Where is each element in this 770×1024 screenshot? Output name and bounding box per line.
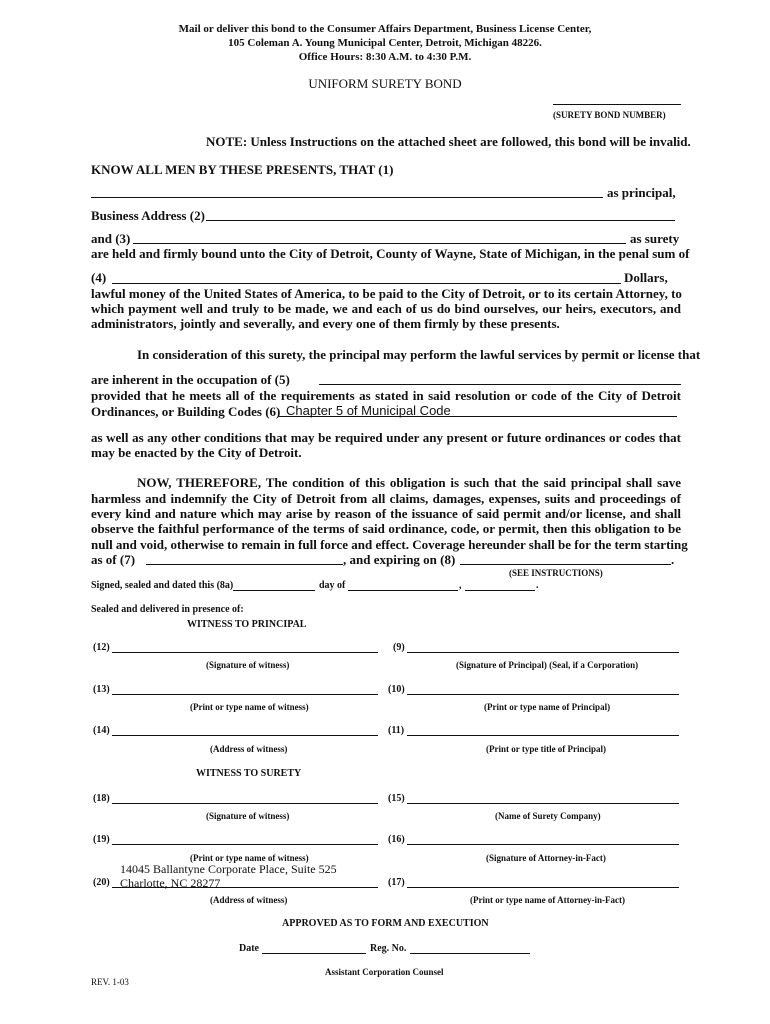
witness-name-line[interactable] xyxy=(112,694,378,695)
as-surety: as surety xyxy=(630,231,680,246)
field-14-label: (14) xyxy=(93,725,110,736)
now-therefore-line4: observe the faithful performance of the terms of said ordinance, code, or permit, then this obligation to be xyxy=(91,521,681,536)
know-all: KNOW ALL MEN BY THESE PRESENTS, THAT (1) xyxy=(91,162,394,177)
header-line-1: Mail or deliver this bond to the Consumer Affairs Department, Business License Center, xyxy=(178,23,592,35)
note: NOTE: Unless Instructions on the attached sheet are followed, this bond will be invalid. xyxy=(206,134,691,149)
period: . xyxy=(671,552,675,567)
occupation-line[interactable] xyxy=(319,384,681,385)
caption-print-principal: (Print or type name of Principal) xyxy=(484,702,611,712)
caption-addr-witness: (Address of witness) xyxy=(210,744,288,754)
inherent-label: are inherent in the occupation of (5) xyxy=(91,372,290,387)
header-line-3: Office Hours: 8:30 A.M. to 4:30 P.M. xyxy=(298,51,472,63)
counsel-label: Assistant Corporation Counsel xyxy=(325,967,444,977)
caption-addr-witness-2: (Address of witness) xyxy=(210,895,288,905)
approved-heading: APPROVED AS TO FORM AND EXECUTION xyxy=(282,918,489,929)
caption-sig-attorney: (Signature of Attorney-in-Fact) xyxy=(486,853,606,863)
consideration: In consideration of this surety, the principal may perform the lawful services by permit or license that xyxy=(137,347,701,362)
caption-sig-principal: (Signature of Principal) (Seal, if a Corporation) xyxy=(456,660,639,670)
caption-sig-witness-2: (Signature of witness) xyxy=(206,811,290,821)
caption-print-witness-2: (Print or type name of witness) xyxy=(190,853,309,863)
day-of-label: day of xyxy=(319,580,346,591)
header-line-2: 105 Coleman A. Young Municipal Center, Detroit, Michigan 48226. xyxy=(228,37,542,49)
expire-date-line[interactable] xyxy=(460,564,671,565)
para1-line2: which payment well and truly to be made, we and each of us do bind ourselves, our heirs, executors, and xyxy=(91,301,681,316)
business-address-label: Business Address (2) xyxy=(91,208,205,223)
as-well-line2: may be enacted by the City of Detroit. xyxy=(91,445,302,460)
field-9-label: (9) xyxy=(393,642,405,653)
provided-line: provided that he meets all of the requirements as stated in said resolution or code of the City of Detroit xyxy=(91,388,681,403)
para1-line3: administrators, jointly and severally, and every one of them firmly by these presents. xyxy=(91,316,560,331)
surety-line[interactable] xyxy=(133,243,626,244)
field-3-label: and (3) xyxy=(91,231,131,246)
business-address-line[interactable] xyxy=(206,220,675,221)
now-therefore-line2: harmless and indemnify the City of Detroit from all claims, damages, expenses, suits and proceedings of xyxy=(91,491,681,506)
reg-no-line[interactable] xyxy=(410,953,530,954)
principal-title-line[interactable] xyxy=(407,735,679,736)
signed-month-line[interactable] xyxy=(348,590,458,591)
bound-line: are held and firmly bound unto the City of Detroit, County of Wayne, State of Michigan, in the penal sum of xyxy=(91,246,690,261)
surety-company-line[interactable] xyxy=(407,803,679,804)
field-11-label: (11) xyxy=(388,725,405,736)
approval-date-line[interactable] xyxy=(262,953,366,954)
field-4-label: (4) xyxy=(91,270,107,285)
field-15-label: (15) xyxy=(388,793,405,804)
ordinances-label: Ordinances, or Building Codes (6) xyxy=(91,404,281,419)
field-20-label: (20) xyxy=(93,877,110,888)
see-instructions: (SEE INSTRUCTIONS) xyxy=(509,568,603,578)
field-18-label: (18) xyxy=(93,793,110,804)
signed-year-line[interactable] xyxy=(465,590,535,591)
caption-print-witness: (Print or type name of witness) xyxy=(190,702,309,712)
caption-title-principal: (Print or type title of Principal) xyxy=(486,744,607,754)
principal-signature-line[interactable] xyxy=(407,652,679,653)
field-17-label: (17) xyxy=(388,877,405,888)
start-date-line[interactable] xyxy=(146,564,343,565)
penal-sum-line[interactable] xyxy=(112,283,621,284)
now-therefore-line5: null and void, otherwise to remain in full force and effect. Coverage hereunder shall be for the term starting xyxy=(91,537,688,552)
now-therefore-line1: NOW, THEREFORE, The condition of this obligation is such that the said principal shall save xyxy=(137,475,681,490)
bond-number-label: (SURETY BOND NUMBER) xyxy=(553,110,666,120)
now-therefore-line3: every kind and nature which may arise by reason of the issuance of said permit and/or license, and shall xyxy=(91,506,681,521)
attorney-name-line[interactable] xyxy=(407,887,679,888)
as-well-line1: as well as any other conditions that may be required under any present or future ordinances or codes that xyxy=(91,430,681,445)
field-16-label: (16) xyxy=(388,834,405,845)
surety-witness-signature-line[interactable] xyxy=(112,803,378,804)
bond-number-line[interactable] xyxy=(553,104,681,105)
expiring-label: , and expiring on (8) xyxy=(343,552,456,567)
reg-no-label: Reg. No. xyxy=(370,943,407,954)
page-title: UNIFORM SURETY BOND xyxy=(308,76,462,91)
ordinances-value[interactable]: Chapter 5 of Municipal Code xyxy=(286,403,451,418)
as-principal: as principal, xyxy=(607,185,676,200)
caption-print-attorney: (Print or type name of Attorney-in-Fact) xyxy=(470,895,626,905)
witness-address-value-1[interactable]: 14045 Ballantyne Corporate Place, Suite 525 xyxy=(120,862,337,876)
surety-witness-name-line[interactable] xyxy=(112,844,378,845)
field-19-label: (19) xyxy=(93,834,110,845)
comma: , xyxy=(459,580,462,591)
field-12-label: (12) xyxy=(93,642,110,653)
date-label: Date xyxy=(239,943,259,954)
witness-address-value-2[interactable]: Charlotte, NC 28277 xyxy=(120,876,221,890)
field-13-label: (13) xyxy=(93,684,110,695)
signed-day-line[interactable] xyxy=(233,590,315,591)
principal-line[interactable] xyxy=(91,197,603,198)
attorney-signature-line[interactable] xyxy=(407,844,679,845)
caption-sig-witness: (Signature of witness) xyxy=(206,660,290,670)
signed-sealed-label: Signed, sealed and dated this (8a) xyxy=(91,580,234,591)
as-of-label: as of (7) xyxy=(91,552,136,567)
revision-label: REV. 1-03 xyxy=(91,977,129,987)
sealed-delivered: Sealed and delivered in presence of: xyxy=(91,604,244,615)
witness-to-surety: WITNESS TO SURETY xyxy=(196,768,302,779)
witness-signature-line[interactable] xyxy=(112,652,378,653)
period-2: . xyxy=(536,580,539,591)
field-10-label: (10) xyxy=(388,684,405,695)
surety-witness-address-line[interactable] xyxy=(112,887,378,888)
caption-name-surety: (Name of Surety Company) xyxy=(495,811,601,821)
witness-address-line[interactable] xyxy=(112,735,378,736)
witness-to-principal: WITNESS TO PRINCIPAL xyxy=(187,619,307,630)
dollars-label: Dollars, xyxy=(624,270,668,285)
principal-name-line[interactable] xyxy=(407,694,679,695)
para1-line1: lawful money of the United States of America, to be paid to the City of Detroit, or to its certain Attorney, to xyxy=(91,286,682,301)
